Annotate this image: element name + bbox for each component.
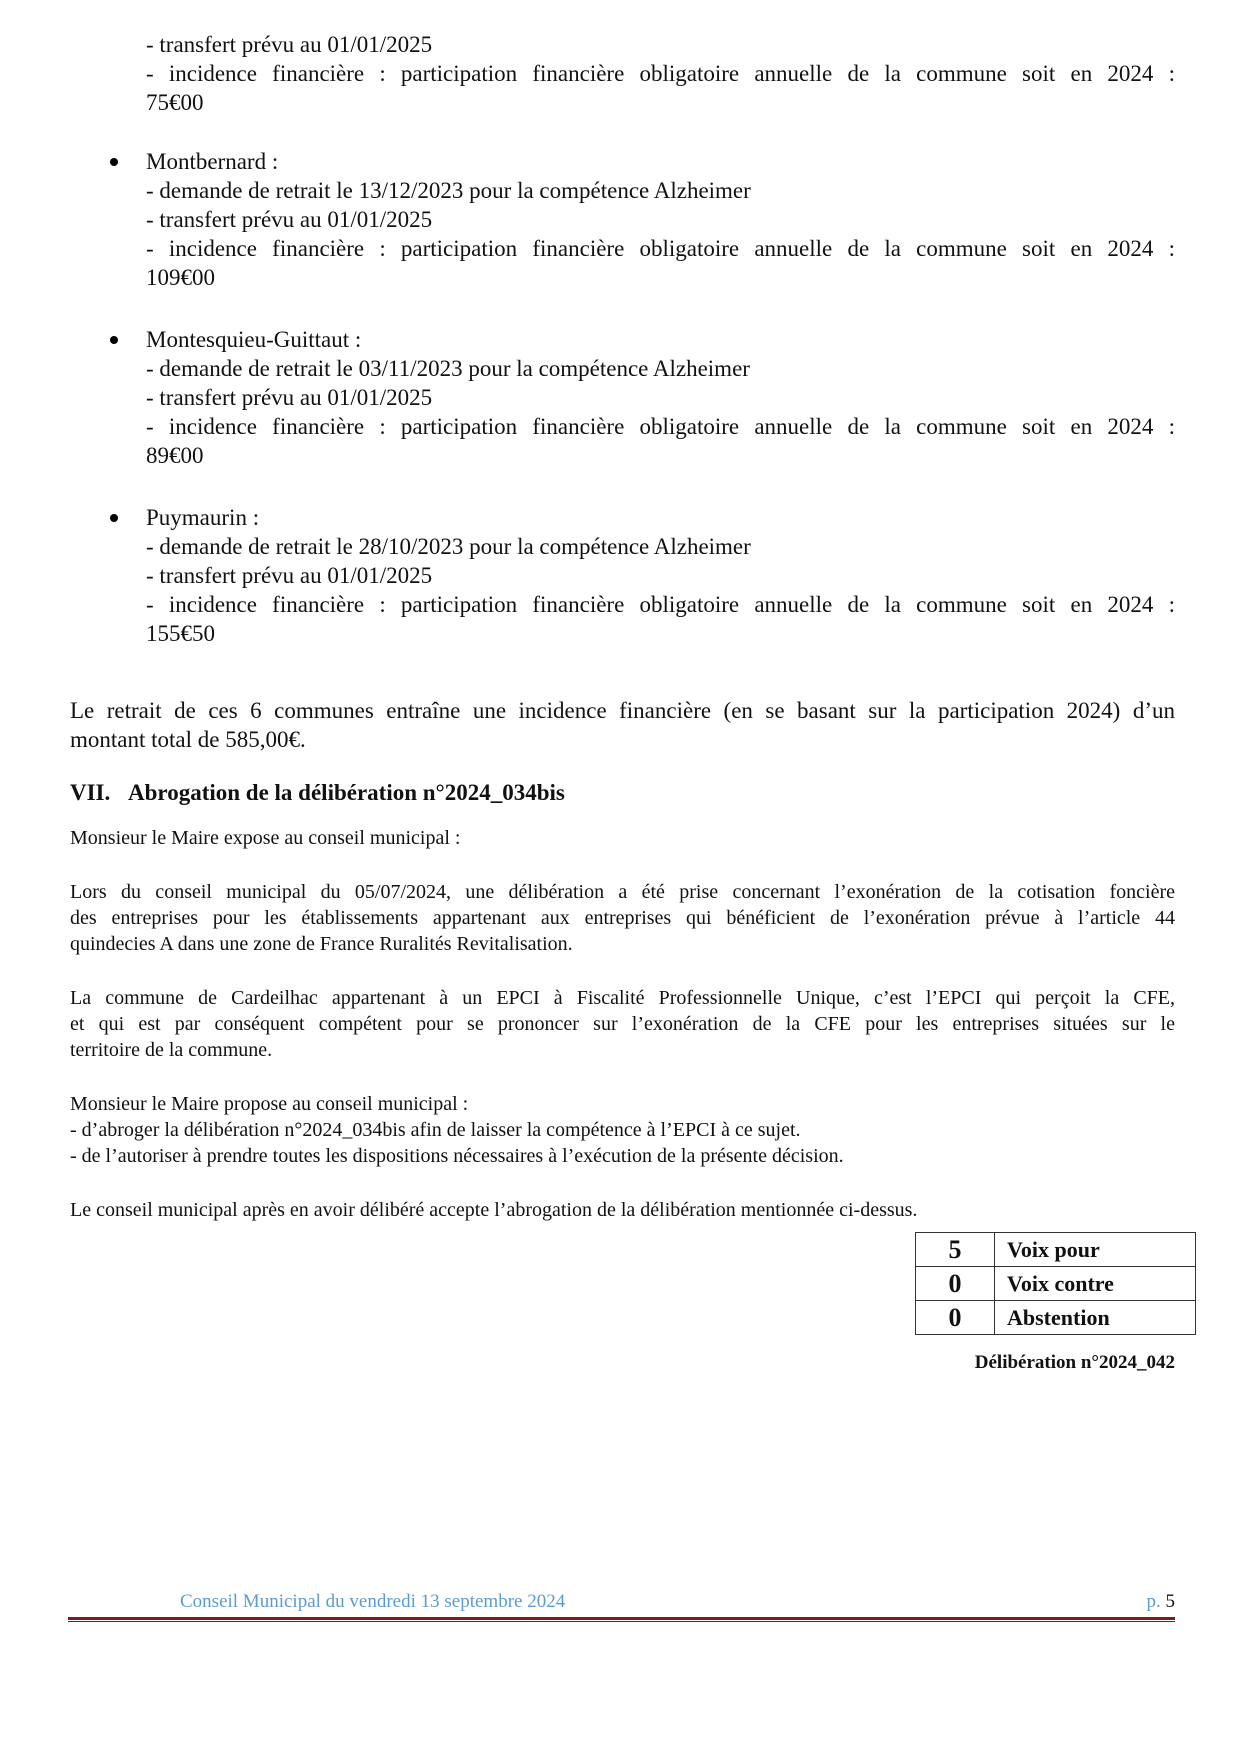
top-line: 75€00 [146,90,204,115]
summary-line: Le retrait de ces 6 communes entraîne une incidence financière (en se basant sur la participation 2024) d’un [70,698,1175,723]
vote-label: Voix contre [995,1267,1196,1301]
top-line: - incidence financière : participation financière obligatoire annuelle de la commune soit en 2024 : [146,61,1175,86]
intro-text: Monsieur le Maire expose au conseil municipal : [70,827,461,849]
summary-line: montant total de 585,00€. [70,727,306,752]
bullet-icon [110,336,118,344]
paragraph-line: Lors du conseil municipal du 05/07/2024, une délibération a été prise concernant l’exonération de la cotisation foncière [70,881,1175,903]
votes-table [915,1232,1196,1335]
commune-amount: 109€00 [146,265,215,290]
commune-line: - demande de retrait le 13/12/2023 pour la compétence Alzheimer [146,178,751,203]
commune-amount: 89€00 [146,443,204,468]
vote-label: Voix pour [995,1233,1196,1267]
paragraph-line: territoire de la commune. [70,1039,273,1061]
page-number-value: 5 [1165,1591,1175,1612]
commune-name: Puymaurin : [146,505,260,530]
commune-name: Montbernard : [146,149,279,174]
commune-line: - transfert prévu au 01/01/2025 [146,385,433,410]
commune-line: - incidence financière : participation financière obligatoire annuelle de la commune soit en 2024 : [146,592,1175,617]
paragraph-line: et qui est par conséquent compétent pour se prononcer sur l’exonération de la CFE pour les entreprises situées sur le [70,1013,1175,1035]
paragraph-line: quindecies A dans une zone de France Ruralités Revitalisation. [70,933,573,955]
commune-name: Montesquieu-Guittaut : [146,327,362,352]
commune-line: - transfert prévu au 01/01/2025 [146,207,433,232]
footer-title: Conseil Municipal du vendredi 13 septembre 2024 [180,1591,566,1612]
vote-row [916,1301,1196,1335]
paragraph-line: - d’abroger la délibération n°2024_034bis afin de laisser la compétence à l’EPCI à ce sujet. [70,1119,801,1141]
vote-count: 5 [916,1233,995,1267]
footer-divider [68,1617,1175,1620]
vote-label: Abstention [995,1301,1196,1335]
deliberation-reference: Délibération n°2024_042 [974,1352,1175,1373]
bullet-icon [110,514,118,522]
paragraph-line: La commune de Cardeilhac appartenant à un EPCI à Fiscalité Professionnelle Unique, c’est l’EPCI qui perçoit la CFE, [70,987,1175,1009]
commune-line: - demande de retrait le 28/10/2023 pour la compétence Alzheimer [146,534,751,559]
footer-divider-thin [68,1621,1175,1622]
paragraph-line: Monsieur le Maire propose au conseil municipal : [70,1093,469,1115]
section-number: VII. [70,780,111,805]
paragraph-line: - de l’autoriser à prendre toutes les dispositions nécessaires à l’exécution de la présente décision. [70,1145,844,1167]
section-heading [70,780,565,806]
bullet-icon [110,158,118,166]
section-title: Abrogation de la délibération n°2024_034bis [128,780,565,805]
commune-amount: 155€50 [146,621,215,646]
commune-line: - incidence financière : participation financière obligatoire annuelle de la commune soit en 2024 : [146,236,1175,261]
vote-row [916,1267,1196,1301]
vote-count: 0 [916,1267,995,1301]
conclusion-text: Le conseil municipal après en avoir délibéré accepte l’abrogation de la délibération mentionnée ci-dessus. [70,1199,918,1221]
vote-row [916,1233,1196,1267]
page-prefix: p. [1146,1591,1161,1612]
top-line: - transfert prévu au 01/01/2025 [146,32,433,57]
page-number [1147,1591,1176,1613]
commune-line: - transfert prévu au 01/01/2025 [146,563,433,588]
paragraph-line: des entreprises pour les établissements appartenant aux entreprises qui bénéficient de l’exonération prévue à l’article 44 [70,907,1175,929]
commune-line: - demande de retrait le 03/11/2023 pour la compétence Alzheimer [146,356,750,381]
vote-count: 0 [916,1301,995,1335]
commune-line: - incidence financière : participation financière obligatoire annuelle de la commune soit en 2024 : [146,414,1175,439]
